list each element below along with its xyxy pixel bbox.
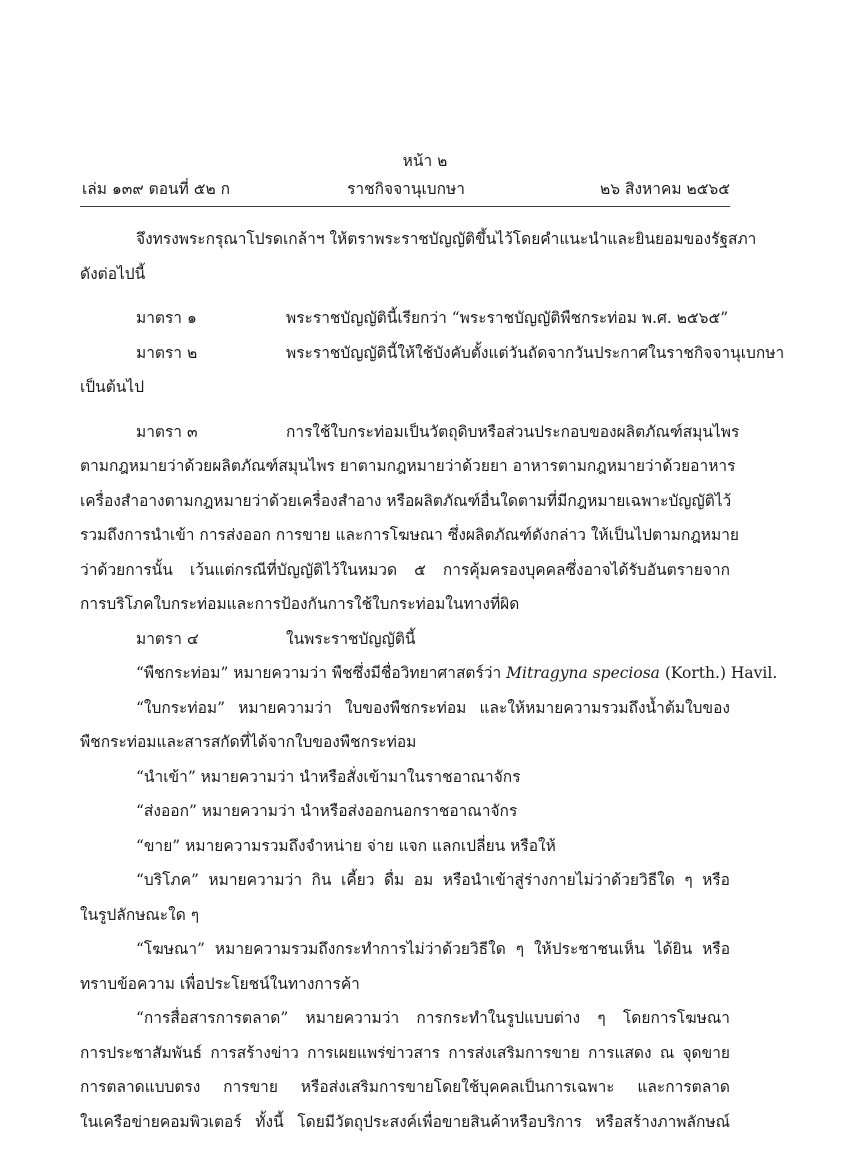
- section-3-line-5: ว่าด้วยการนั้น เว้นแต่กรณีที่บัญญัติไว้ในหมวด ๕ การคุ้มครองบุคคลซึ่งอาจได้รับอันตรายจาก: [80, 560, 730, 579]
- section-3-label: มาตรา ๓: [136, 422, 198, 441]
- definition-consume-line-1: “บริโภค” หมายความว่า กิน เคี้ยว ดื่ม อม หรือนำเข้าสู่ร่างกายไม่ว่าด้วยวิธีใด ๆ หรือ: [136, 871, 730, 889]
- definition-consume-line-2: ในรูปลักษณะใด ๆ: [80, 905, 200, 924]
- section-4: [80, 622, 730, 657]
- enactment-line-1: จึงทรงพระกรุณาโปรดเกล้าฯ ให้ตราพระราชบัญญัติขึ้นไว้โดยคำแนะนำและยินยอมของรัฐสภา: [136, 230, 757, 248]
- definition-marketing-line-4: ในเครือข่ายคอมพิวเตอร์ ทั้งนี้ โดยมีวัตถุประสงค์เพื่อขายสินค้าหรือบริการ หรือสร้างภาพลักษณ์: [80, 1112, 730, 1131]
- section-4-label: มาตรา ๔: [136, 629, 199, 648]
- definition-marketing-line-2: การประชาสัมพันธ์ การสร้างข่าว การเผยแพร่ข่าวสาร การส่งเสริมการขาย การแสดง ณ จุดขาย: [80, 1043, 730, 1062]
- definition-plant: [80, 656, 778, 691]
- enactment-line-2: ดังต่อไปนี้: [80, 264, 146, 283]
- section-3-text: การใช้ใบกระท่อมเป็นวัตถุดิบหรือส่วนประกอบของผลิตภัณฑ์สมุนไพร: [286, 422, 740, 441]
- publication-date: ๒๖ สิงหาคม ๒๕๖๕: [600, 180, 730, 198]
- page-number: หน้า ๒: [402, 152, 448, 170]
- definition-advertise-line-1: “โฆษณา” หมายความรวมถึงกระทำการไม่ว่าด้วยวิธีใด ๆ ให้ประชาชนเห็น ได้ยิน หรือ: [136, 940, 730, 958]
- definition-marketing-line-1: “การสื่อสารการตลาด” หมายความว่า การกระทำในรูปแบบต่าง ๆ โดยการโฆษณา: [136, 1009, 730, 1027]
- definition-plant-text: “พืชกระท่อม” หมายความว่า พืชซึ่งมีชื่อวิทยาศาสตร์ว่า: [136, 664, 507, 682]
- document-body: [80, 222, 785, 1139]
- definition-leaf-line-1: “ใบกระท่อม” หมายความว่า ใบของพืชกระท่อม และให้หมายความรวมถึงน้ำต้มใบของ: [136, 698, 730, 717]
- section-1-label: มาตรา ๑: [136, 309, 197, 327]
- volume-issue: เล่ม ๑๓๙ ตอนที่ ๕๒ ก: [82, 180, 231, 198]
- section-3-line-3: เครื่องสำอางตามกฎหมายว่าด้วยเครื่องสำอาง หรือผลิตภัณฑ์อื่นใดตามที่มีกฎหมายเฉพาะบัญญัติไว้: [80, 491, 732, 510]
- section-3: [80, 415, 740, 450]
- section-2-cont: เป็นต้นไป: [80, 378, 145, 396]
- definition-marketing-line-3: การตลาดแบบตรง การขาย หรือส่งเสริมการขายโดยใช้บุคคลเป็นการเฉพาะ และการตลาด: [80, 1078, 730, 1096]
- header-divider: [80, 206, 730, 207]
- scientific-name: Mitragyna speciosa: [506, 664, 660, 682]
- definition-export: “ส่งออก” หมายความว่า นำหรือส่งออกนอกราชอาณาจักร: [136, 802, 518, 820]
- definition-plant-author: (Korth.) Havil.: [659, 664, 778, 682]
- section-4-text: ในพระราชบัญญัตินี้: [286, 629, 416, 648]
- section-3-line-4: รวมถึงการนำเข้า การส่งออก การขาย และการโฆษณา ซึ่งผลิตภัณฑ์ดังกล่าว ให้เป็นไปตามกฎหมาย: [80, 526, 740, 544]
- section-2-text: พระราชบัญญัตินี้ให้ใช้บังคับตั้งแต่วันถัดจากวันประกาศในราชกิจจานุเบกษา: [286, 343, 785, 362]
- section-2: [80, 336, 785, 371]
- definition-import: “นำเข้า” หมายความว่า นำหรือสั่งเข้ามาในราชอาณาจักร: [136, 767, 521, 786]
- gazette-header: [82, 176, 730, 198]
- definition-advertise-line-2: ทราบข้อความ เพื่อประโยชน์ในทางการค้า: [80, 974, 360, 993]
- section-1-text: พระราชบัญญัตินี้เรียกว่า “พระราชบัญญัติพืชกระท่อม พ.ศ. ๒๕๖๕”: [286, 309, 729, 327]
- definition-leaf-line-2: พืชกระท่อมและสารสกัดที่ได้จากใบของพืชกระท่อม: [80, 733, 417, 751]
- section-1: [80, 301, 730, 336]
- definition-sell: “ขาย” หมายความรวมถึงจำหน่าย จ่าย แจก แลกเปลี่ยน หรือให้: [136, 836, 556, 855]
- section-3-line-2: ตามกฎหมายว่าด้วยผลิตภัณฑ์สมุนไพร ยาตามกฎหมายว่าด้วยยา อาหารตามกฎหมายว่าด้วยอาหาร: [80, 457, 736, 475]
- section-3-line-6: การบริโภคใบกระท่อมและการป้องกันการใช้ใบกระท่อมในทางที่ผิด: [80, 595, 520, 613]
- publication-name: ราชกิจจานุเบกษา: [347, 180, 465, 198]
- section-2-label: มาตรา ๒: [136, 343, 198, 362]
